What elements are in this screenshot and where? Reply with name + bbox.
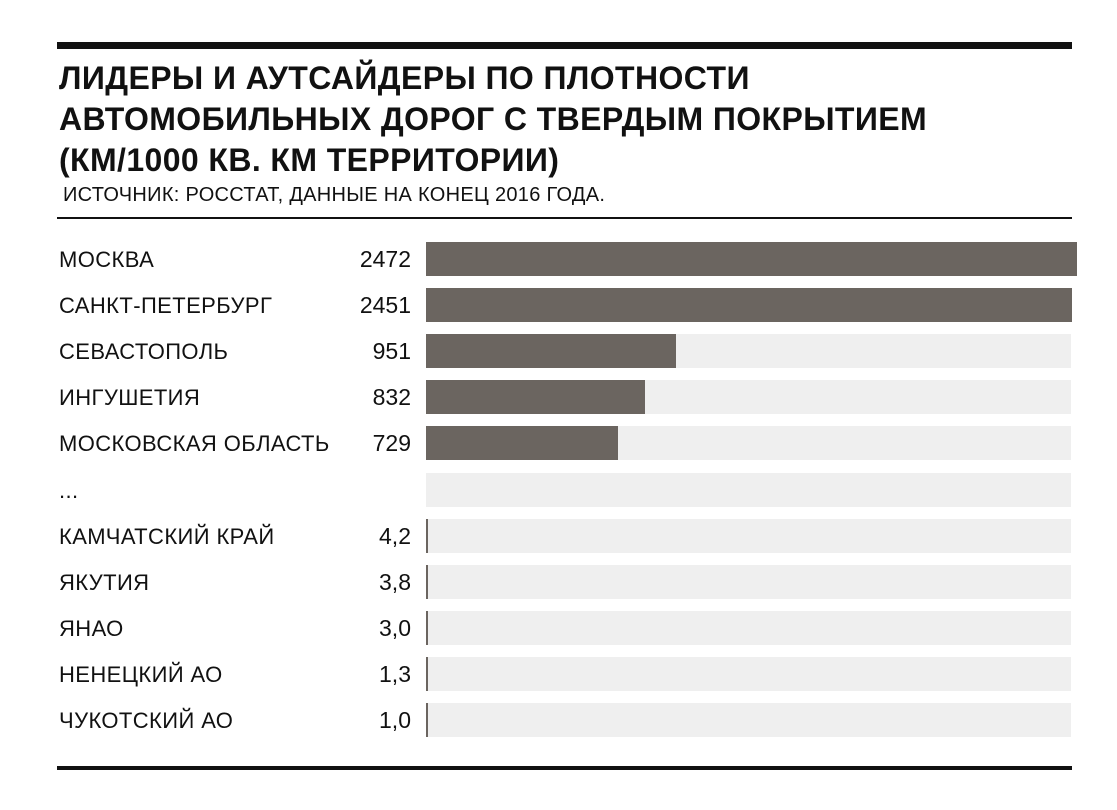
bar-track xyxy=(426,565,1071,599)
region-label: МОСКОВСКАЯ ОБЛАСТЬ xyxy=(59,431,330,456)
density-value: 1,0 xyxy=(379,707,411,733)
chart-row xyxy=(0,334,1117,368)
region-label: ИНГУШЕТИЯ xyxy=(59,385,201,410)
density-value: 832 xyxy=(372,384,411,410)
chart-row xyxy=(0,611,1117,645)
density-value: 4,2 xyxy=(379,523,411,549)
region-label: ЧУКОТСКИЙ АО xyxy=(59,708,234,733)
bar-track xyxy=(426,242,1071,276)
bar xyxy=(426,426,618,460)
chart-row xyxy=(0,426,1117,460)
bar xyxy=(426,657,428,691)
region-label: СЕВАСТОПОЛЬ xyxy=(59,339,229,364)
region-label: ... xyxy=(59,478,79,503)
bar xyxy=(426,519,428,553)
chart-row xyxy=(0,288,1117,322)
chart-source: ИСТОЧНИК: РОССТАТ, ДАННЫЕ НА КОНЕЦ 2016 ГОДА. xyxy=(63,184,606,206)
bar xyxy=(426,611,428,645)
region-label: МОСКВА xyxy=(59,247,155,272)
bar-track xyxy=(426,519,1071,553)
bar-track xyxy=(426,288,1071,322)
chart-row xyxy=(0,703,1117,737)
bar xyxy=(426,703,428,737)
chart-row xyxy=(0,242,1117,276)
bar xyxy=(426,288,1072,322)
density-value: 3,8 xyxy=(379,569,411,595)
region-label: САНКТ-ПЕТЕРБУРГ xyxy=(59,293,273,318)
bar-track xyxy=(426,703,1071,737)
region-label: ЯКУТИЯ xyxy=(59,570,150,595)
density-value: 1,3 xyxy=(379,661,411,687)
density-value: 729 xyxy=(372,430,411,456)
region-label: КАМЧАТСКИЙ КРАЙ xyxy=(59,524,275,549)
bottom-rule xyxy=(57,766,1072,770)
bar xyxy=(426,380,645,414)
chart-title: ЛИДЕРЫ И АУТСАЙДЕРЫ ПО ПЛОТНОСТИ АВТОМОБИЛЬНЫХ ДОРОГ С ТВЕРДЫМ ПОКРЫТИЕМ (КМ/1000 КВ. КМ ТЕРРИТОРИИ) xyxy=(59,60,928,178)
bar-track xyxy=(426,334,1071,368)
density-value: 3,0 xyxy=(379,615,411,641)
chart-row xyxy=(0,657,1117,691)
bar xyxy=(426,242,1077,276)
density-value: 2451 xyxy=(359,292,411,318)
chart-row xyxy=(0,380,1117,414)
bar xyxy=(426,565,428,599)
density-value: 951 xyxy=(372,338,411,364)
chart-row xyxy=(0,473,1117,507)
density-value: 2472 xyxy=(359,246,411,272)
chart-row xyxy=(0,565,1117,599)
region-label: НЕНЕЦКИЙ АО xyxy=(59,662,223,687)
bar-track xyxy=(426,611,1071,645)
region-label: ЯНАО xyxy=(59,616,124,641)
bar-track xyxy=(426,657,1071,691)
bar-track xyxy=(426,426,1071,460)
bar xyxy=(426,334,676,368)
bar-track xyxy=(426,473,1071,507)
bar-track xyxy=(426,380,1071,414)
chart-row xyxy=(0,519,1117,553)
